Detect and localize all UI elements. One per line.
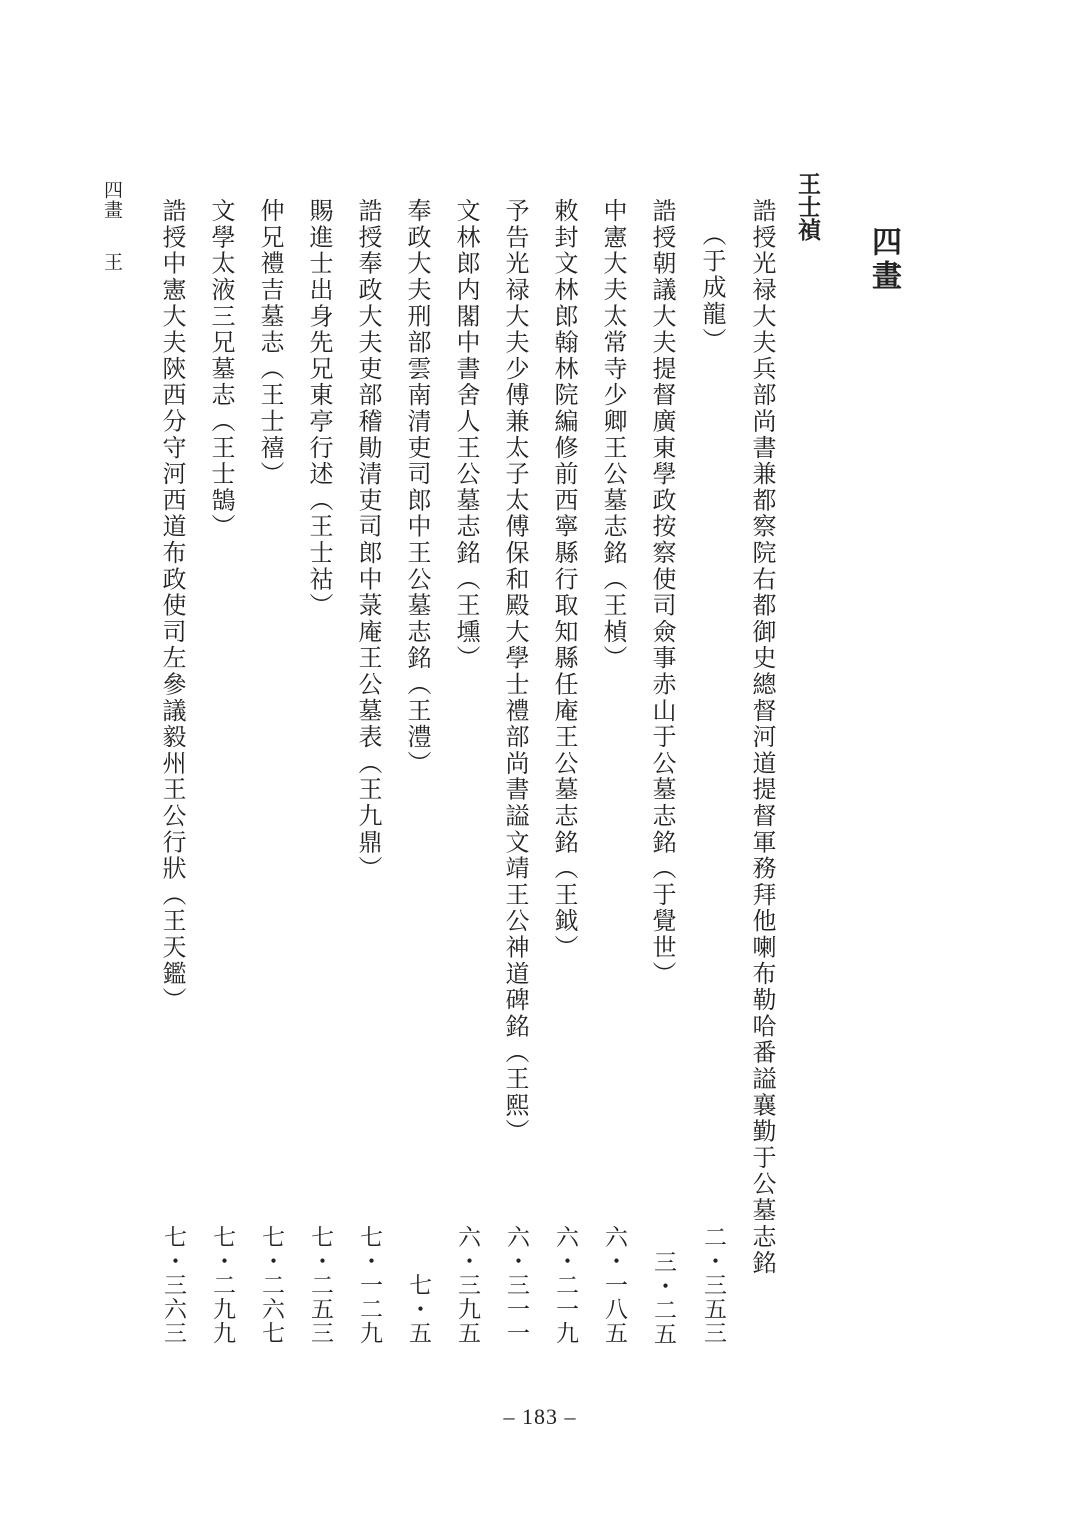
entry-page: 七・二六七	[258, 1225, 284, 1345]
entry-page: 七・二九九	[209, 1225, 235, 1345]
entry-title: 予告光禄大夫少傅兼太子太傅保和殿大學士禮部尚書謚文靖王公神道碑銘（王熙）	[501, 198, 529, 1145]
page-number: – 183 –	[503, 1404, 577, 1429]
section-heading: 四畫	[866, 226, 901, 294]
entry-page: 六・三一一	[503, 1225, 529, 1345]
entry-page: 二・三五三	[700, 1225, 726, 1345]
entry-page: 七・五	[405, 1273, 431, 1345]
entry-title: 誥授中憲大夫陝西分守河西道布政使司左參議毅州王公行狀（王天鑑）	[158, 198, 186, 1014]
entry-page: 七・三六三	[160, 1225, 186, 1345]
entry-title: 誥授光禄大夫兵部尚書兼都察院右都御史總督河道提督軍務拜他喇布勒哈番謚襄勤于公墓志銘	[748, 198, 776, 1277]
entry-title: 敕封文林郎翰林院編修前西寧縣行取知縣任庵王公墓志銘（王鉞）	[550, 198, 578, 961]
entry-title: 賜進士出身先兄東亭行述（王士祜）	[305, 198, 333, 619]
entry-title: 誥授朝議大夫提督廣東學政按察使司僉事赤山于公墓志銘（于覺世）	[648, 198, 676, 987]
running-head-strokes: 四畫	[101, 180, 123, 220]
entry-page: 七・二五三	[307, 1225, 333, 1345]
entry-page: 六・二一九	[552, 1225, 578, 1345]
running-head-surname: 王	[101, 252, 123, 272]
entry-page: 三・二五	[650, 1250, 676, 1346]
entry-page: 七・一二九	[356, 1225, 382, 1345]
entry-page: 六・一八五	[601, 1225, 627, 1345]
entry-title: 文林郎内閣中書舍人王公墓志銘（王壎）	[452, 198, 480, 672]
author-heading: 王士禎	[794, 172, 821, 241]
entry-title: 文學太液三兄墓志（王士鵠）	[207, 198, 235, 540]
entry-title: 仲兄禮吉墓志（王士禧）	[256, 198, 284, 488]
entry-title: 中憲大夫太常寺少卿王公墓志銘（王楨）	[599, 198, 627, 672]
entry-title: 奉政大夫刑部雲南清吏司郎中王公墓志銘（王澧）	[403, 198, 431, 777]
entry-title: （于成龍）	[698, 222, 726, 354]
entry-page: 六・三九五	[454, 1225, 480, 1345]
entry-title: 誥授奉政大夫吏部稽勛清吏司郎中菉庵王公墓表（王九鼎）	[354, 198, 382, 882]
